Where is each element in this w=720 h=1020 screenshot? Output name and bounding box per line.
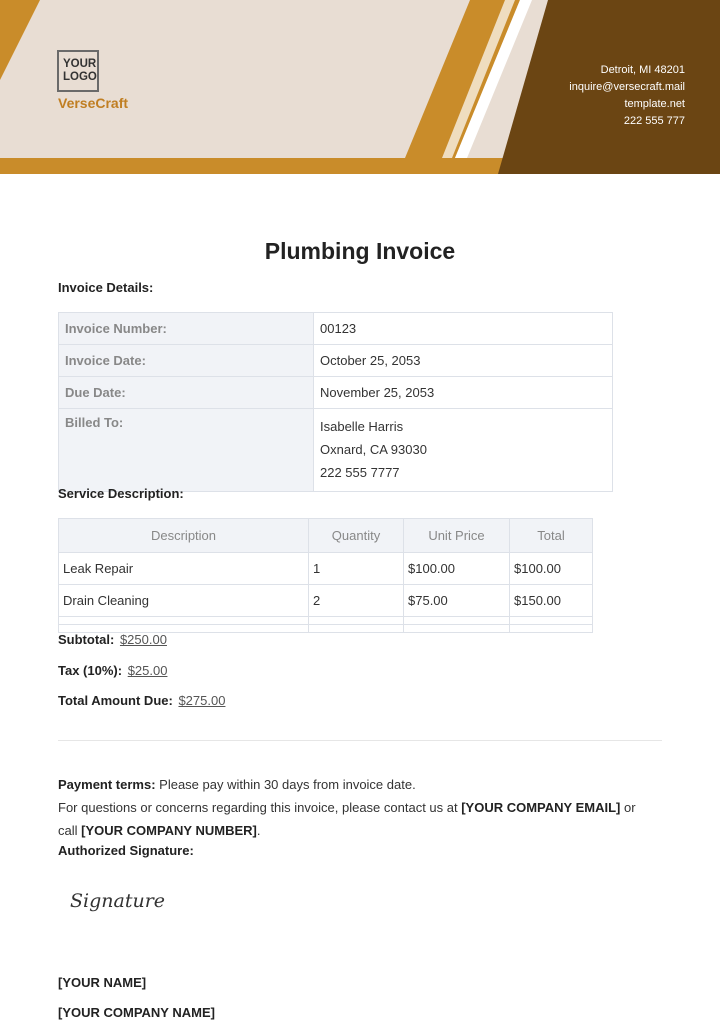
service-description-label: Service Description: [58,486,184,501]
authorized-signature-label: Authorized Signature: [58,843,194,858]
header-total: Total [510,519,593,553]
contact-phone: 222 555 777 [623,115,685,127]
signer-name: [YOUR NAME] [58,975,147,990]
logo-text-line2: LOGO [63,71,97,83]
billed-to-name: Isabelle Harris [320,419,404,434]
tax-label: Tax (10%): [58,663,123,678]
table-row [59,345,613,377]
page-title: Plumbing Invoice [264,238,456,264]
service-quantity: 1 [309,553,404,585]
billed-to-value [314,409,613,492]
empty-row [59,617,593,625]
table-row [59,409,613,492]
due-date-value: November 25, 2053 [314,377,613,409]
subtotal-line [58,632,167,647]
billed-to-phone: 222 555 7777 [320,465,400,480]
invoice-date-key: Invoice Date: [59,345,314,377]
brand-name: VerseCraft [58,95,129,111]
billed-to-key: Billed To: [59,409,314,492]
signer-company: [YOUR COMPANY NAME] [58,1005,215,1020]
subtotal-amount: $250.00 [119,632,167,647]
contact-note-end: . [256,823,261,838]
signature-image: Signature [70,890,166,912]
subtotal-label: Subtotal: [58,632,115,647]
payment-terms [58,773,658,796]
invoice-details-label: Invoice Details: [58,280,154,295]
due-date-key: Due Date: [59,377,314,409]
invoice-number-value: 00123 [314,313,613,345]
contact-website: template.net [624,98,685,110]
tax-amount: $25.00 [127,663,168,678]
contact-info [569,62,685,130]
company-number-placeholder: [YOUR COMPANY NUMBER] [81,823,257,838]
service-total: $100.00 [510,553,593,585]
service-description: Drain Cleaning [59,585,309,617]
logo-text-line1: YOUR [63,58,97,70]
payment-terms-text: Please pay within 30 days from invoice date. [155,777,416,792]
contact-email: inquire@versecraft.mail [569,81,685,93]
divider [58,740,662,741]
table-row [59,377,613,409]
table-row [59,585,593,617]
contact-note-or: or call [58,800,636,838]
table-header-row [59,519,593,553]
invoice-number-key: Invoice Number: [59,313,314,345]
invoice-date-value: October 25, 2053 [314,345,613,377]
total-due-line [58,693,225,708]
payment-terms-label: Payment terms: [58,777,156,792]
total-due-amount: $275.00 [178,693,226,708]
header-quantity: Quantity [309,519,404,553]
header-unit-price: Unit Price [404,519,510,553]
billed-to-address: Oxnard, CA 93030 [320,442,427,457]
tax-line [58,663,167,678]
service-quantity: 2 [309,585,404,617]
service-unit-price: $75.00 [404,585,510,617]
contact-note [58,796,658,842]
terms-block [58,773,658,842]
services-table [58,518,593,633]
table-row [59,553,593,585]
header-banner [0,0,720,174]
total-due-label: Total Amount Due: [58,693,173,708]
service-unit-price: $100.00 [404,553,510,585]
company-email-placeholder: [YOUR COMPANY EMAIL] [461,800,621,815]
invoice-details-table [58,312,613,492]
service-description: Leak Repair [59,553,309,585]
header-description: Description [59,519,309,553]
logo [57,50,99,92]
contact-note-text: For questions or concerns regarding this invoice, please contact us at [58,800,462,815]
table-row [59,313,613,345]
service-total: $150.00 [510,585,593,617]
contact-address: Detroit, MI 48201 [600,64,685,76]
